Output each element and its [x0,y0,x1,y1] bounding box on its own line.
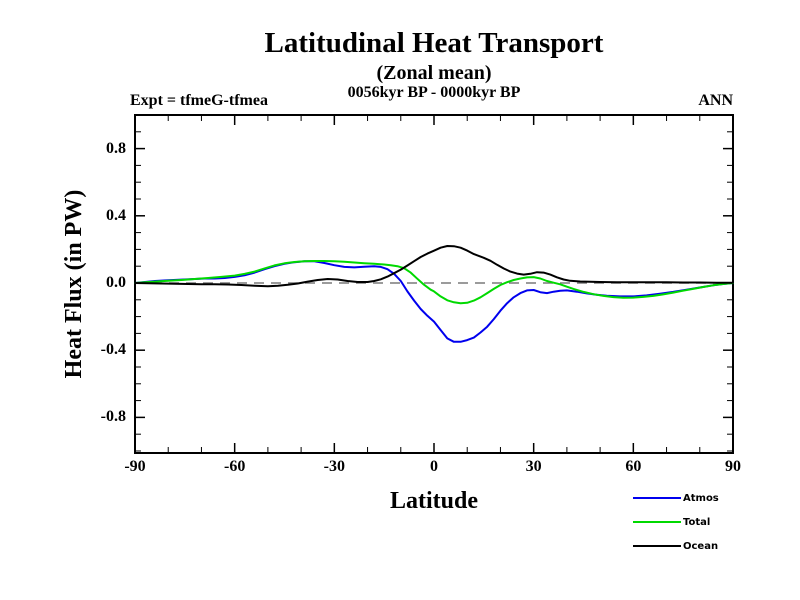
season-label: ANN [698,92,733,109]
y-tick-label: 0.0 [106,273,126,291]
y-tick-label: -0.4 [100,341,126,359]
legend-line-swatch [633,497,681,499]
series-line-atmos [135,261,733,342]
legend [633,486,719,558]
legend-label: Total [683,516,711,528]
x-tick-label: 90 [725,458,741,475]
legend-label: Ocean [683,540,719,552]
y-tick-label: -0.8 [100,408,126,426]
legend-item-atmos [633,486,719,510]
x-axis-title: Latitude [389,488,478,514]
y-tick-label: 0.8 [106,139,126,157]
x-tick-label: 60 [625,458,642,475]
legend-item-ocean [633,534,719,558]
chart-period-label: 0056kyr BP - 0000kyr BP [347,84,521,101]
x-tick-label: -90 [124,458,146,475]
x-tick-label: 0 [430,458,438,475]
series-line-ocean [135,246,733,286]
y-tick-label: 0.4 [106,206,126,224]
chart-subtitle: (Zonal mean) [376,62,492,84]
experiment-label: Expt = tfmeG-tfmea [130,92,268,109]
legend-line-swatch [633,521,681,523]
x-tick-label: -60 [223,458,246,475]
legend-item-total [633,510,719,534]
y-axis-title: Heat Flux (in PW) [61,189,87,379]
chart-title: Latitudinal Heat Transport [264,27,604,59]
legend-label: Atmos [683,492,719,504]
legend-line-swatch [633,545,681,547]
x-tick-label: -30 [323,458,345,475]
x-tick-label: 30 [525,458,542,475]
